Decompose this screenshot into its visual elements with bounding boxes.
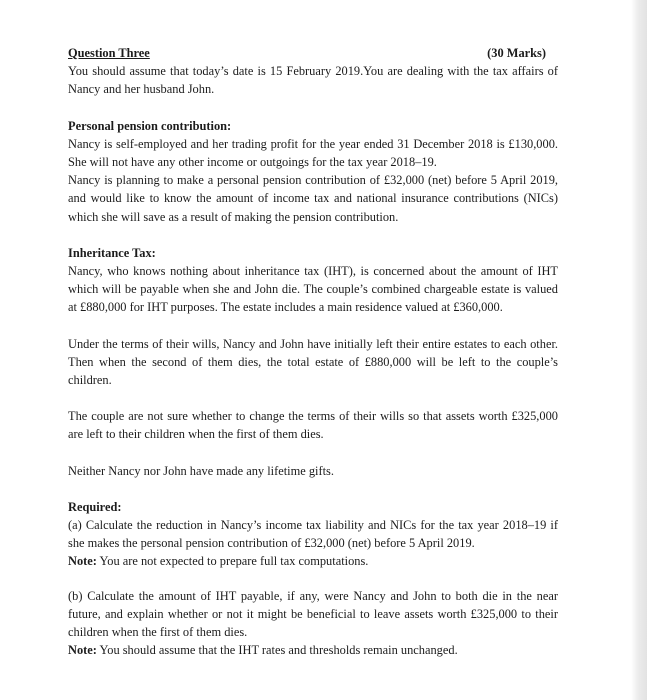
pension-heading: Personal pension contribution: <box>68 118 232 133</box>
document-content <box>68 44 558 659</box>
required-part-b: (b) Calculate the amount of IHT payable, if any, were Nancy and John to both die in the near future, and explain whether or not it might be beneficial to leave assets worth £325,000 to their children when the first of them dies. <box>68 588 558 640</box>
required-part-a-note <box>68 552 558 570</box>
question-title: Question Three <box>68 46 150 60</box>
required-part-b-note <box>68 641 558 659</box>
iht-paragraph-2: Under the terms of their wills, Nancy and John have initially left their entire estates to each other. Then when the second of them dies, the total estate of £880,000 will be left to the couple’s children. <box>68 336 558 388</box>
iht-paragraph-4: Neither Nancy nor John have made any lifetime gifts. <box>68 463 334 478</box>
iht-paragraph-1: Nancy, who knows nothing about inheritance tax (IHT), is concerned about the amount of IHT which will be payable when she and John die. The couple’s combined chargeable estate is valued at £880,000 for IHT purposes. The estate includes a main residence valued at £360,000. <box>68 264 558 315</box>
question-header <box>68 44 546 62</box>
pension-paragraph-1: Nancy is self-employed and her trading profit for the year ended 31 December 2018 is £130,000. She will not have any other income or outgoings for the tax year 2018–19. <box>68 136 558 170</box>
note-label: Note: <box>68 643 97 658</box>
required-part-a: (a) Calculate the reduction in Nancy’s income tax liability and NICs for the tax year 2018–19 if she makes the personal pension contribution of £32,000 (net) before 5 April 2019. <box>68 518 558 551</box>
iht-paragraph-3: The couple are not sure whether to change the terms of their wills so that assets worth £325,000 are left to their children when the first of them dies. <box>68 409 558 442</box>
note-label: Note: <box>68 554 97 569</box>
iht-heading: Inheritance Tax: <box>68 245 156 260</box>
required-heading: Required: <box>68 499 122 514</box>
note-text: You are not expected to prepare full tax computations. <box>96 554 369 569</box>
intro-paragraph: You should assume that today’s date is 15 February 2019.You are dealing with the tax affairs of Nancy and her husband John. <box>68 64 558 97</box>
pension-paragraph-2: Nancy is planning to make a personal pension contribution of £32,000 (net) before 5 April 2019, and would like to know the amount of income tax and national insurance contributions (NICs) which she will save as a result of making the pension contribution. <box>68 173 558 224</box>
question-marks: (30 Marks) <box>487 46 546 60</box>
page-edge-shadow <box>631 0 647 700</box>
note-text: You should assume that the IHT rates and thresholds remain unchanged. <box>96 643 458 658</box>
